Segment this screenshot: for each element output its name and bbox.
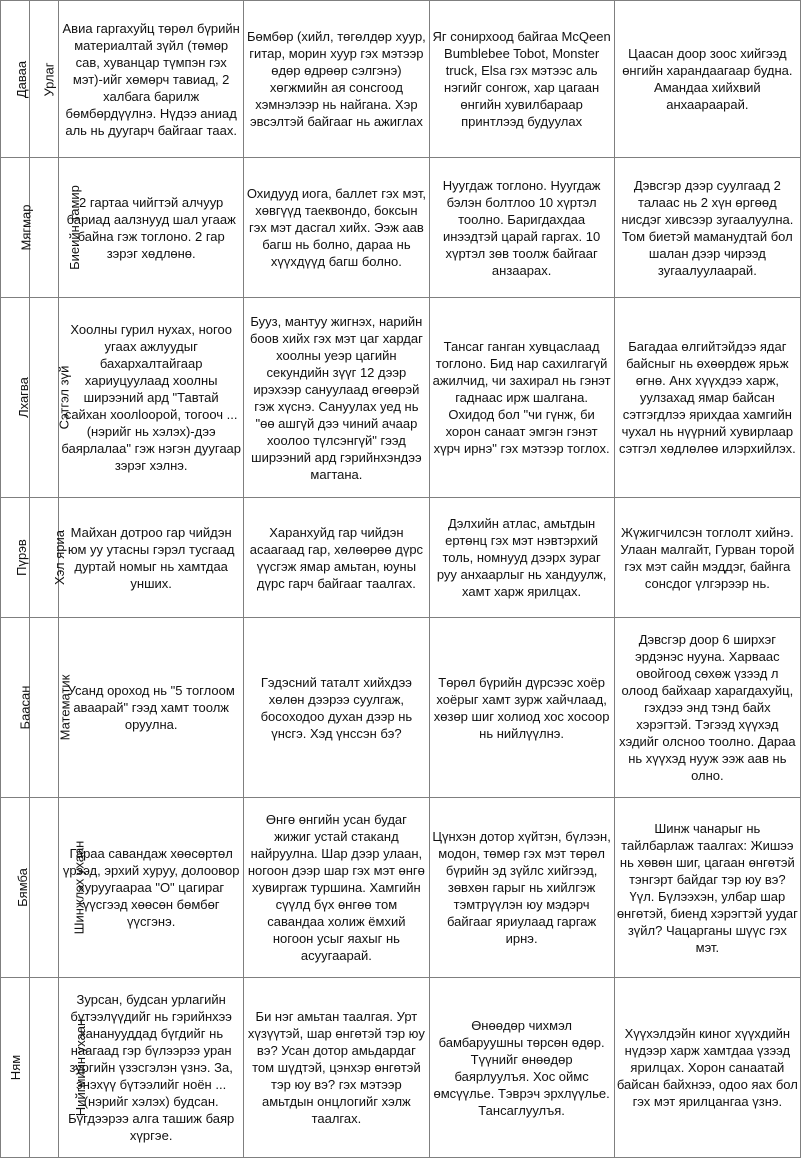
area-cell [30,798,87,978]
day-label: Бямба [14,868,30,907]
activity-cell: Гараа савандаж хөөсөртөл үрээд, эрхий хуруу, долоовор хуруугаараа "О" цагираг үүсгээд хөөсөн бөмбөг үүсгэнэ. [59,798,244,978]
area-label: Биеийн тамир [66,185,82,270]
table-row [1,498,801,618]
area-cell [30,978,89,1158]
activity-cell: Өнөөдөр чихмэл бамбаруушны төрсөн өдөр. Түүнийг өнөөдөр баярлуулъя. Хос оймс өмсүүлье. Тэврэч эрхлүүлье. Тансаглуулъя. [429,978,614,1158]
area-label: Сэтгэл зүй [56,365,72,430]
area-cell [30,1,59,158]
area-cell [30,498,68,618]
day-cell [1,798,30,978]
table-row [1,618,801,798]
activity-cell: 2 гартаа чийгтэй алчуур бариад аалзнууд шал угааж байна гэж тоглоно. 2 гар зэрэг хөдлөнө. [59,158,244,298]
day-label: Лхагва [15,377,31,418]
day-label: Ням [8,1054,24,1081]
activity-cell: Жүжигчилсэн тоглолт хийнэ. Улаан малгайт, Гурван торой гэх мэт сайн мэддэг, байнга сонсдог үлгэрээр нь. [614,498,800,618]
day-cell [1,498,30,618]
activity-cell: Усанд ороход нь "5 тоглоом аваарай" гээд хамт тоолж оруулна. [59,618,244,798]
day-cell [1,618,33,798]
activity-cell: Өнгө өнгийн усан будаг жижиг устай стаканд найруулна. Шар дээр улаан, ногоон дээр шар гэх мэт өнгө хувиргаж туршина. Хамгийн сүүлд бүх өнгөө том савандаа холиж ёмхий ногоон усыг яахыг нь асуугаарай. [244,798,429,978]
day-cell [1,978,30,1158]
table-row [1,1,801,158]
area-cell [30,298,72,498]
table-row [1,298,801,498]
activity-cell: Цаасан доор зоос хийгээд өнгийн харандаагаар будна. Амандаа хийхвий анхаараарай. [614,1,800,158]
activity-cell: Бөмбөр (хийл, төгөлдөр хуур, гитар, морин хуур гэх мэтээр өдөр өдрөөр сэлгэнэ) хөгжмийн ая сонсгоод хэмнэлээр нь найгана. Хэр эвсэлтэй байгааг нь ажиглах [244,1,429,158]
day-cell [1,158,34,298]
activity-cell: Нуугдаж тоглоно. Нуугдаж бэлэн болтлоо 10 хүртэл тоолно. Баригдахдаа инээдтэй царай гаргах. 10 хүртэл зөв тоолж байгааг анзаарах. [429,158,614,298]
activity-cell: Хоолны гурил нухах, ногоо угаах ажлуудыг бахархалтайгаар хариуцуулаад хоолны ширээний ард "Тавтай сайхан хоолloорой, тогооч ... (нэрийг нь хэлэх)-дээ баярлалаа" гэж нэгэн дуугаар зэрэг хэлнэ. [59,298,244,498]
activity-cell: Авиа гаргахуйц төрөл бүрийн материалтай зүйл (төмөр сав, хуванцар түмпэн гэх мэт)-ийг хөмөрч тавиад, 2 халбага барилж бөмбөрдүүлнэ. Нүдээ аниад аль нь дуугарч байгааг таах. [59,1,244,158]
activity-cell: Төрөл бүрийн дүрсээс хоёр хоёрыг хамт зурж хайчлаад, хөзөр шиг холиод хос хосоор нь нийлүүлнэ. [429,618,614,798]
activity-cell: Майхан дотроо гар чийдэн юм уу утасны гэрэл тусгаад дуртай номыг нь хамтдаа унших. [59,498,244,618]
activity-cell: Би нэг амьтан таалгая. Урт хүзүүтэй, шар өнгөтэй тэр юу вэ? Усан дотор амьдардаг том шүдтэй, цэнхэр өнгөтэй тэр юу вэ? гэх мэтээр амьтдын онцлогийг хэлж таалгах. [244,978,429,1158]
day-cell [1,1,30,158]
area-label: Математик [57,674,73,741]
activity-cell: Дэвсгэр доор 6 ширхэг эрдэнэс нууна. Харваас овойгоод сөхөж үзээд л олоод байхаар харагдахуйц, гэхдээ энд тэнд байх хэрэгтэй. Тэгээд хүүхэд хэдийг олсноо тоолно. Дараа нь хүүхэд нууж ээж аав нь олно. [614,618,800,798]
activity-cell: Охидууд иога, баллет гэх мэт, хөвгүүд таеквондо, боксын гэх мэт дасгал хийх. Ээж аав багш нь болно, дараа нь хүүхдүүд багш болно. [244,158,429,298]
activity-cell: Дэлхийн атлас, амьтдын ертөнц гэх мэт нэвтэрхий толь, номнууд дээрх зураг руу анхаарлыг нь хандуулж, хамт харж ярилцах. [429,498,614,618]
activity-cell: Яг сонирхоод байгаа McQeen Bumblebee Tobot, Monster truck, Elsa гэх мэтээс аль нэгийг сонгож, хар цагаан өнгийн хувилбараар принтлээд будуулах [429,1,614,158]
table-row [1,798,801,978]
area-label: Нийгмийн ухаан [73,1018,89,1117]
activity-cell: Гэдэсний таталт хийхдээ хөлөн дээрээ суулгаж, босоходоо духан дээр нь үнсгэ. Хэд үнссэн бэ? [244,618,429,798]
day-label: Пүрэв [13,539,29,576]
activity-cell: Багадаа өлгийтэйдээ ядаг байсныг нь өхөөрдөж ярьж өгнө. Анх хүүхдээ харж, уулзахад ямар байсан сэтгэгдлээ ярихдаа хамгийн чухал нь нүүрний хувирлаар сэтгэл хөдлөлөө илэрхийлэх. [614,298,800,498]
activity-cell: Хүүхэлдэйн киног хүүхдийн нүдээр харж хамтдаа үзээд ярилцах. Хорон санаатай байсан байхнээ, одоо яах бол гэх мэт ярилцангаа үзнэ. [614,978,800,1158]
table-row [1,978,801,1158]
day-label: Даваа [14,60,30,98]
activity-cell: Шинж чанарыг нь тайлбарлаж таалгах: Жишээ нь хөвөн шиг, цагаан өнгөтэй тэнгэрт байдаг тэр юу вэ? Үүл. Бүлээхэн, улбар шар өнгөтэй, биенд хэрэгтэй уудаг зүйл? Чацарганы шүүс гэх мэт. [614,798,800,978]
activity-cell: Тансаг ганган хувцаслаад тоглоно. Бид нар сахилгагүй ажилчид, чи захирал нь гэнэт гаднаас ирж шалгана. Охидод бол "чи гүнж, би хорон санаат эмгэн гэнэт хүрч ирнэ" гэх мэтээр тоглох. [429,298,614,498]
day-label: Баасан [17,685,33,730]
area-label: Урлаг [41,61,57,97]
activity-cell: Харанхуйд гар чийдэн асаагаад гар, хөлөөрөө дүрс үүсгэж ямар амьтан, юуны дүрс гарч байгааг таалгах. [244,498,429,618]
activity-cell: Цүнхэн дотор хүйтэн, бүлээн, модон, төмөр гэх мэт төрөл бүрийн эд зүйлс хийгээд, зөвхөн гарыг нь хийлгэж тэмтрүүлэн юу мэдэрч байгааг яриулаад гаргаж ирнэ. [429,798,614,978]
activity-cell: Бууз, мантуу жигнэх, нарийн боов хийх гэх мэт цаг хардаг хоолны уеэр цагийн секундийн зүүг 12 дээр ирэхээр сануулаад өгөөрэй гэж хүснэ. Сануулах уед нь "өө ашгүй дээ чиний ачаар хоолоо түлсэнгүй" гээд ширээний ард гэрийнхэндээ магтана. [244,298,429,498]
table-row [1,158,801,298]
activity-cell: Дэвсгэр дээр суулгаад 2 талаас нь 2 хүн өргөөд нисдэг хивсээр зугаалуулна. Том биетэй маманудтай бол шалан дээр чирээд зугаалуулаарай. [614,158,800,298]
activity-cell: Зурсан, будсан урлагийн бүтээлүүдийг нь гэрийнхээ хананууддад бүгдийг нь наагаад гэр бүлээрээ уран зургийн үзэсгэлэн үзнэ. За, энэхүү бүтээлийг ноён ... (нэрийг хэлэх) будсан. Бүгдээрээ алга ташиж баяр хүргэе. [59,978,244,1158]
day-cell [1,298,30,498]
area-label: Хэл яриа [52,530,68,585]
day-label: Мягмар [18,204,34,251]
area-label: Шинжлэх ухаан [71,840,87,935]
area-cell [30,618,73,798]
